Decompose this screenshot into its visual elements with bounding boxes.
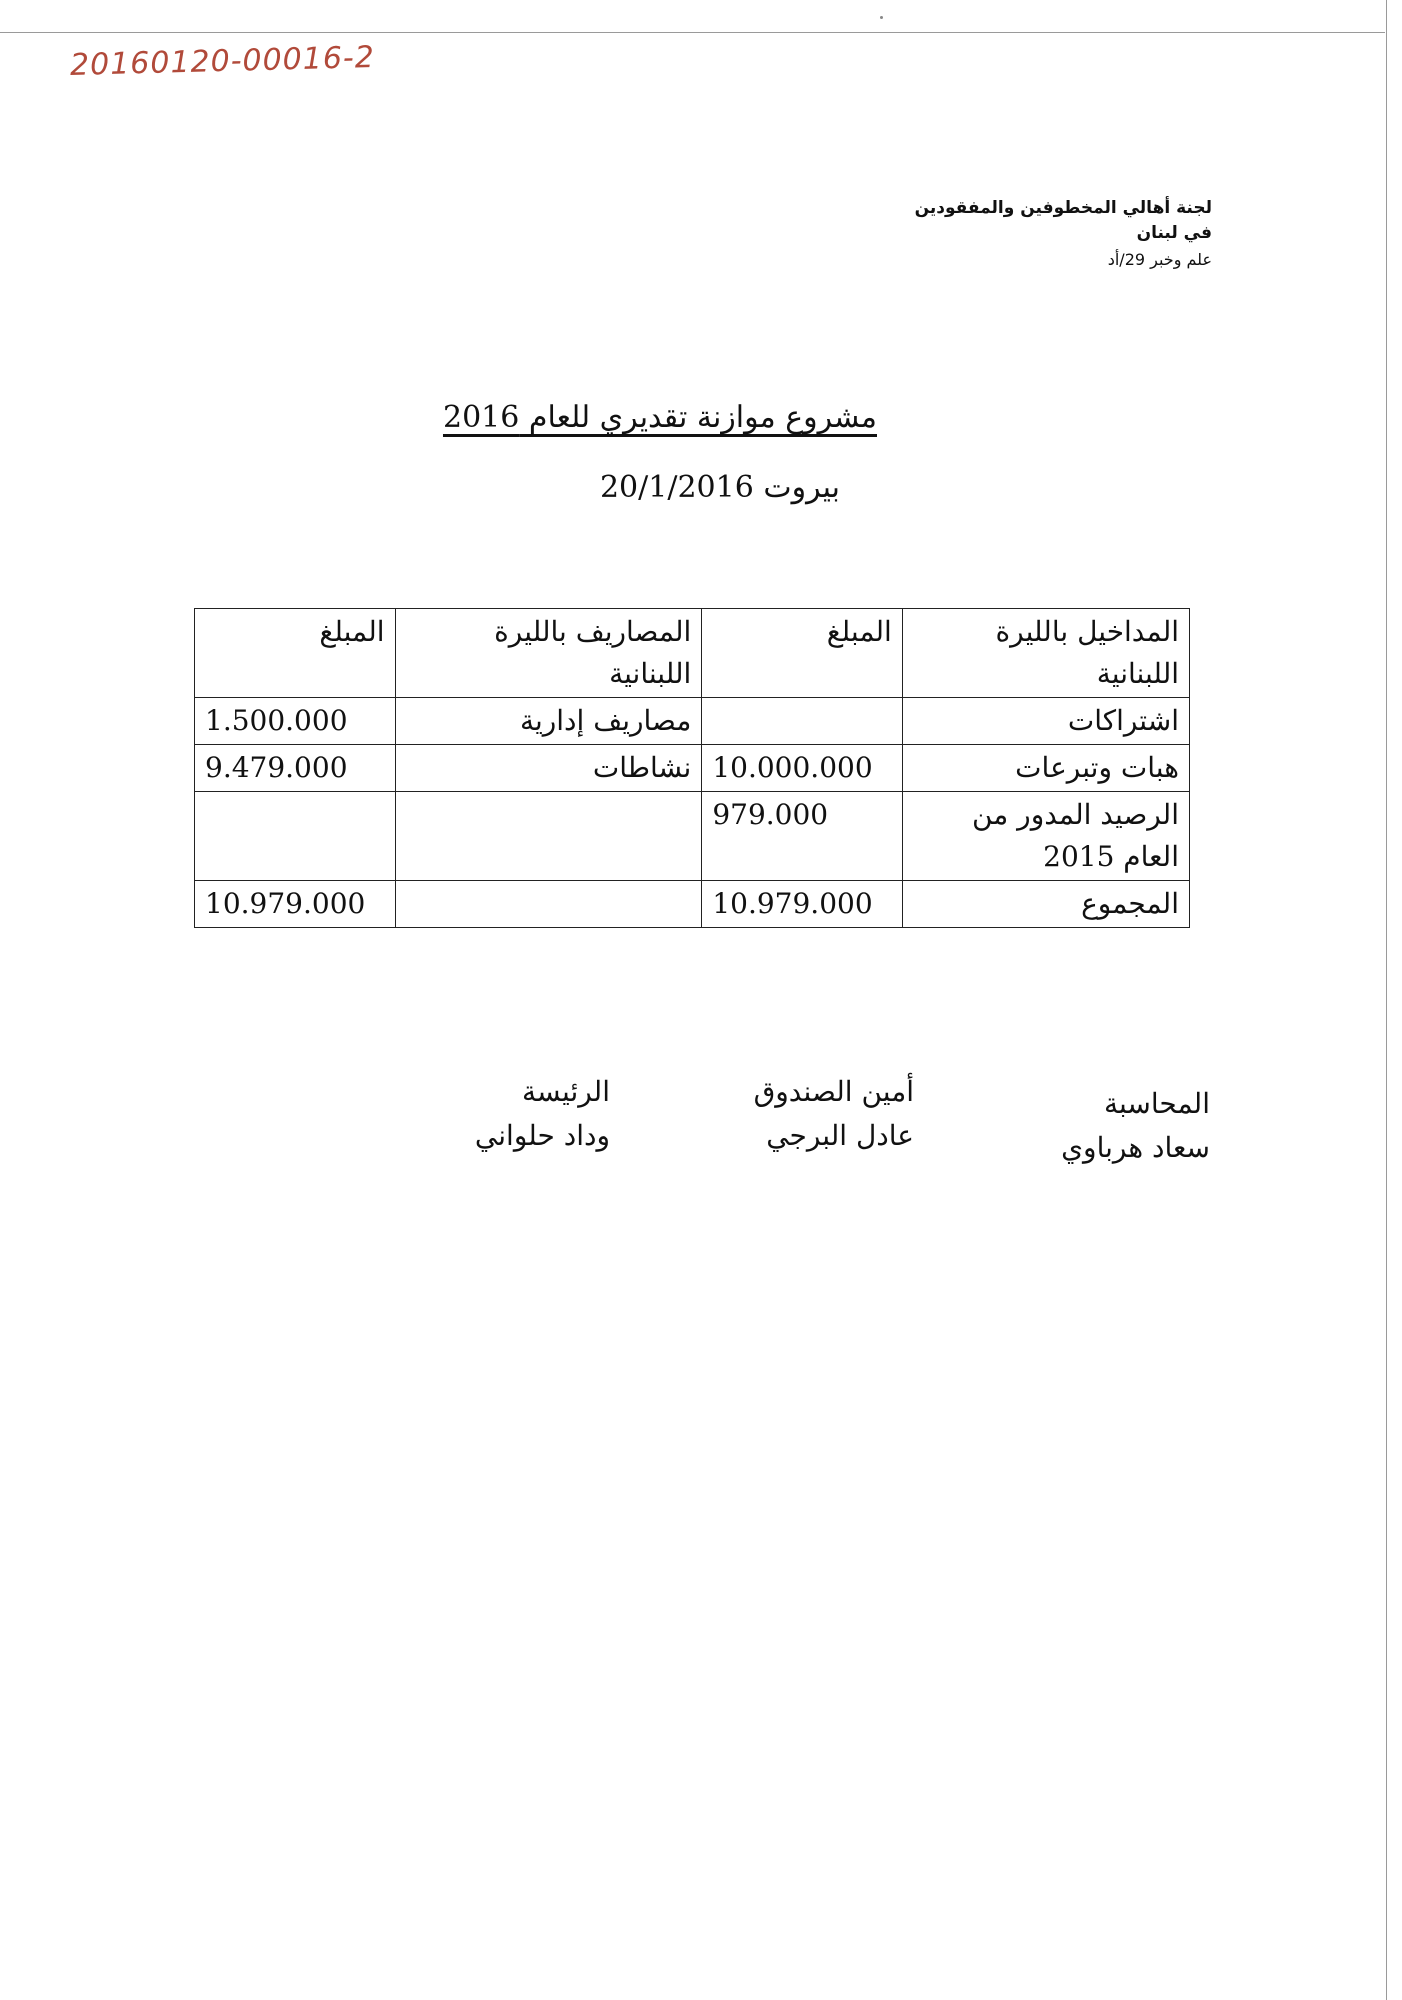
- expense-label: نشاطات: [395, 745, 702, 792]
- scan-right-edge: [1386, 0, 1387, 2000]
- header-expenses: المصاريف بالليرة اللبنانية: [395, 609, 702, 698]
- document-title: مشروع موازنة تقديري للعام 2016: [442, 400, 877, 435]
- total-expense-amount: 10.979.000: [195, 881, 396, 928]
- budget-table: [194, 608, 1190, 928]
- income-label: الرصيد المدور من العام 2015: [902, 792, 1189, 881]
- expense-amount: 9.479.000: [195, 745, 396, 792]
- president-role: الرئيسة: [522, 1075, 610, 1108]
- accountant-role: المحاسبة: [1103, 1087, 1210, 1120]
- organization-name: لجنة أهالي المخطوفين والمفقودين: [914, 198, 1212, 218]
- table-header-row: [195, 609, 1190, 698]
- signature-accountant: [1061, 1082, 1210, 1170]
- income-amount: 10.000.000: [702, 745, 903, 792]
- expense-label: مصاريف إدارية: [395, 698, 702, 745]
- expense-label: [395, 881, 702, 928]
- expense-amount: 1.500.000: [195, 698, 396, 745]
- income-label: اشتراكات: [902, 698, 1189, 745]
- total-income-amount: 10.979.000: [702, 881, 903, 928]
- table-total-row: [195, 881, 1190, 928]
- header-expenses-amount: المبلغ: [195, 609, 396, 698]
- scan-top-edge: [0, 32, 1385, 33]
- organization-header: [900, 196, 1212, 274]
- expense-amount: [195, 792, 396, 881]
- income-amount: [702, 698, 903, 745]
- treasurer-role: أمين الصندوق: [753, 1075, 914, 1108]
- expense-label: [395, 792, 702, 881]
- table-row: [195, 698, 1190, 745]
- organization-country: في لبنان: [1136, 223, 1212, 243]
- accountant-name: سعاد هرباوي: [1061, 1131, 1210, 1164]
- handwritten-reference-number: 20160120-00016-2: [69, 40, 376, 83]
- president-name: وداد حلواني: [474, 1119, 610, 1152]
- table-row: [195, 745, 1190, 792]
- income-amount: 979.000: [702, 792, 903, 881]
- treasurer-name: عادل البرجي: [766, 1119, 914, 1152]
- signature-president: [475, 1070, 610, 1158]
- header-income: المداخيل بالليرة اللبنانية: [902, 609, 1189, 698]
- signature-treasurer: [754, 1070, 914, 1158]
- organization-registration: علم وخبر 29/أد: [1107, 250, 1212, 269]
- document-date: بيروت 20/1/2016: [599, 470, 841, 505]
- table-row: [195, 792, 1190, 881]
- scan-dot: [880, 16, 883, 19]
- header-income-amount: المبلغ: [702, 609, 903, 698]
- income-label: هبات وتبرعات: [902, 745, 1189, 792]
- total-label: المجموع: [902, 881, 1189, 928]
